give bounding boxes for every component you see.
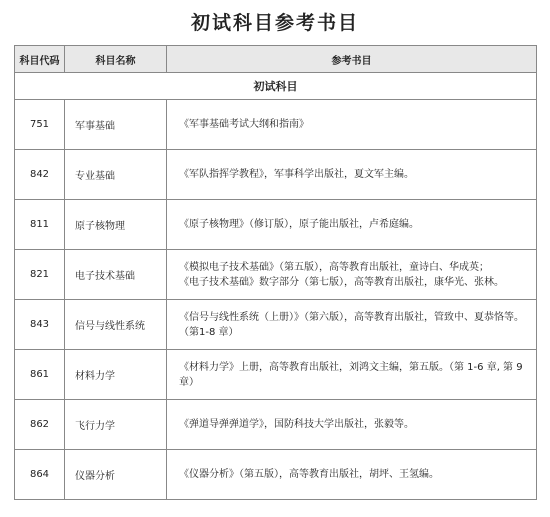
section-label: 初试科目 bbox=[15, 73, 537, 100]
book-entry: 《仪器分析》（第五版），高等教育出版社，胡坪、王氢编。 bbox=[179, 469, 439, 480]
reference-books bbox=[167, 300, 537, 350]
book-entry: 《军事基础考试大纲和指南》 bbox=[179, 119, 309, 130]
header-name: 科目名称 bbox=[65, 46, 167, 73]
subject-name: 原子核物理 bbox=[65, 200, 167, 250]
table-row bbox=[15, 350, 537, 400]
table-body bbox=[15, 73, 537, 500]
reference-books bbox=[167, 200, 537, 250]
reference-books bbox=[167, 100, 537, 150]
subject-name: 专业基础 bbox=[65, 150, 167, 200]
table-row bbox=[15, 450, 537, 500]
subject-name: 飞行力学 bbox=[65, 400, 167, 450]
reference-books bbox=[167, 150, 537, 200]
subject-code: 843 bbox=[15, 300, 65, 350]
subject-code: 864 bbox=[15, 450, 65, 500]
table-row bbox=[15, 400, 537, 450]
book-entry: 《电子技术基础》数字部分（第七版），高等教育出版社，康华光、张林。 bbox=[179, 276, 504, 288]
book-entry: 《军队指挥学教程》，军事科学出版社，夏文军主编。 bbox=[179, 169, 414, 180]
subject-name: 仪器分析 bbox=[65, 450, 167, 500]
table-row bbox=[15, 100, 537, 150]
subject-code: 861 bbox=[15, 350, 65, 400]
subject-name: 电子技术基础 bbox=[65, 250, 167, 300]
header-code: 科目代码 bbox=[15, 46, 65, 73]
reference-books bbox=[167, 450, 537, 500]
table-header-row bbox=[15, 46, 537, 73]
table-row bbox=[15, 200, 537, 250]
subject-code: 821 bbox=[15, 250, 65, 300]
section-row bbox=[15, 73, 537, 100]
subject-name: 军事基础 bbox=[65, 100, 167, 150]
table-row bbox=[15, 150, 537, 200]
book-entry: 《弹道导弹弹道学》，国防科技大学出版社，张毅等。 bbox=[179, 419, 414, 430]
subject-name: 材料力学 bbox=[65, 350, 167, 400]
reference-books bbox=[167, 350, 537, 400]
reference-books bbox=[167, 400, 537, 450]
book-entry: 《原子核物理》（修订版），原子能出版社，卢希庭编。 bbox=[179, 219, 419, 230]
reference-books bbox=[167, 250, 537, 300]
book-entry: 《模拟电子技术基础》（第五版），高等教育出版社，童诗白、华成英； bbox=[179, 261, 489, 273]
subject-name: 信号与线性系统 bbox=[65, 300, 167, 350]
subject-code: 751 bbox=[15, 100, 65, 150]
page-title: 初试科目参考书目 bbox=[190, 12, 359, 34]
subject-code: 862 bbox=[15, 400, 65, 450]
header-books: 参考书目 bbox=[167, 46, 537, 73]
book-entry: 《信号与线性系统（上册）》（第六版），高等教育出版社，管致中、夏恭恪等。（第1-8 章） bbox=[179, 311, 524, 338]
subject-code: 811 bbox=[15, 200, 65, 250]
table-row bbox=[15, 300, 537, 350]
table-row bbox=[15, 250, 537, 300]
reference-books-table bbox=[14, 45, 537, 500]
subject-code: 842 bbox=[15, 150, 65, 200]
book-entry: 《材料力学》上册，高等教育出版社，刘鸿文主编，第五版。（第 1-6 章, 第 9 章） bbox=[179, 361, 523, 388]
